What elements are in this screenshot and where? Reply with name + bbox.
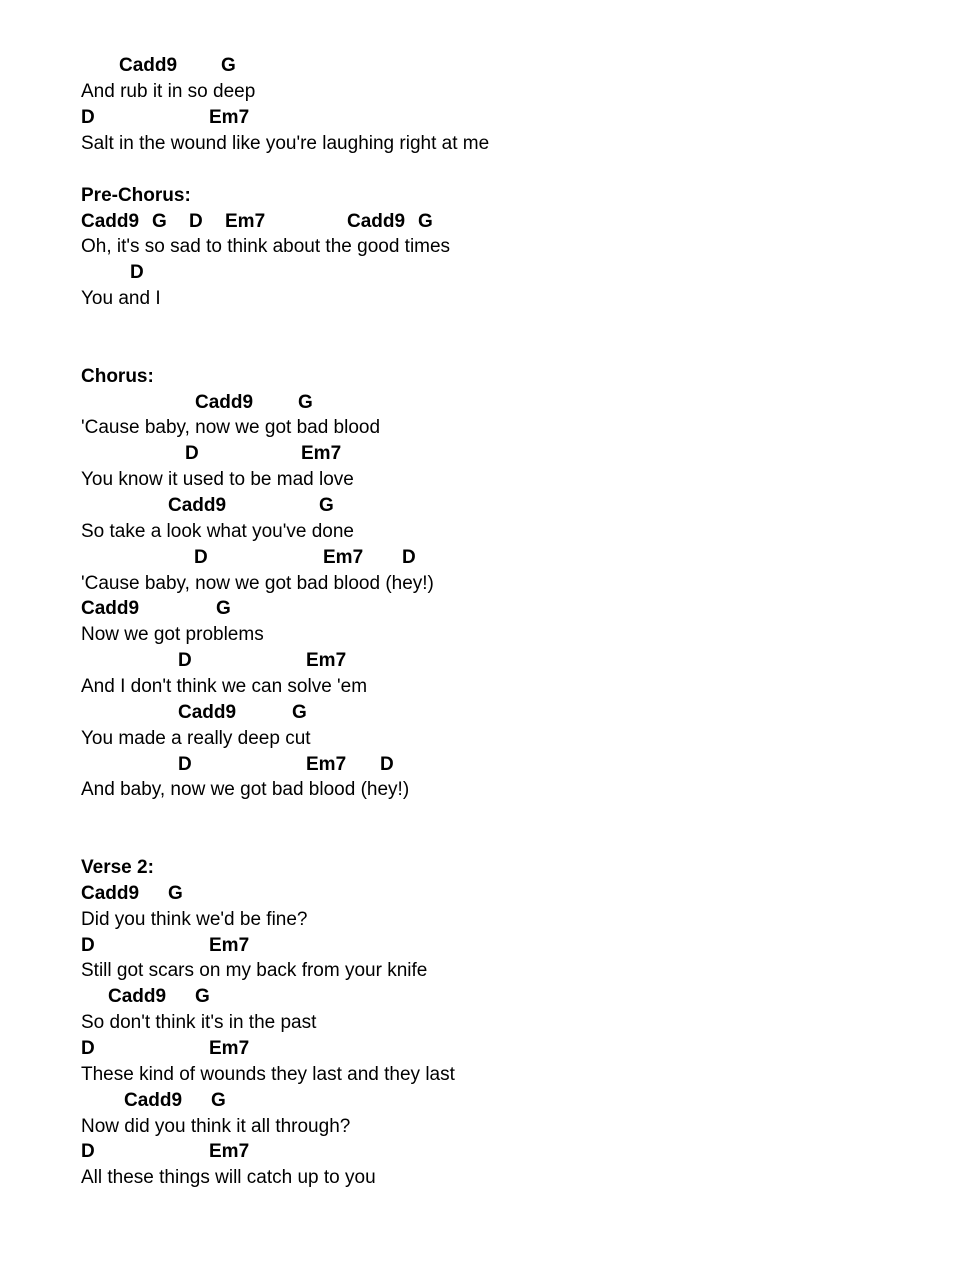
lyric-line: Did you think we'd be fine? [81, 909, 308, 930]
chord: Cadd9 [81, 883, 140, 904]
lyric-line: Now did you think it all through? [81, 1116, 351, 1137]
lyric-line: Salt in the wound like you're laughing right at me [81, 133, 490, 154]
section-heading: Chorus: [81, 366, 154, 387]
chord: D [81, 1141, 95, 1162]
chord: Em7 [323, 547, 364, 568]
chord: D [194, 547, 208, 568]
chord: Cadd9 [108, 986, 167, 1007]
lyric-line: You know it used to be mad love [81, 469, 354, 490]
section-heading: Pre-Chorus: [81, 185, 191, 206]
chord-line [81, 55, 681, 77]
chord: Em7 [301, 443, 342, 464]
chord: D [178, 650, 192, 671]
lyric-line: You made a really deep cut [81, 728, 311, 749]
lyric-line: You and I [81, 288, 161, 309]
chord-line [81, 702, 681, 724]
chord: Cadd9 [124, 1090, 183, 1111]
chord-line [81, 443, 681, 465]
chord-line [81, 392, 681, 414]
chord-line [81, 211, 681, 233]
chord: G [292, 702, 307, 723]
chord: G [221, 55, 236, 76]
chord: G [168, 883, 183, 904]
chord-line [81, 1090, 681, 1112]
chord: G [152, 211, 167, 232]
lyric-line: So take a look what you've done [81, 521, 354, 542]
lyric-line: 'Cause baby, now we got bad blood (hey!) [81, 573, 434, 594]
lyric-line: Oh, it's so sad to think about the good times [81, 236, 451, 257]
chord-line [81, 650, 681, 672]
lyric-line: And baby, now we got bad blood (hey!) [81, 779, 410, 800]
chord-line [81, 598, 681, 620]
chord: Em7 [209, 1038, 250, 1059]
lyric-line: All these things will catch up to you [81, 1167, 376, 1188]
lyric-line: These kind of wounds they last and they last [81, 1064, 455, 1085]
chord-line [81, 262, 681, 284]
chord: Cadd9 [119, 55, 178, 76]
chord: D [81, 107, 95, 128]
chord: D [402, 547, 416, 568]
chord-line [81, 495, 681, 517]
chord: D [185, 443, 199, 464]
chord: Cadd9 [168, 495, 227, 516]
chord-line [81, 986, 681, 1008]
chord: G [319, 495, 334, 516]
chord: D [380, 754, 394, 775]
chord-line [81, 883, 681, 905]
chord: D [130, 262, 144, 283]
chord: Em7 [209, 935, 250, 956]
chord: D [178, 754, 192, 775]
chord: G [418, 211, 433, 232]
chord-line [81, 1141, 681, 1163]
lyric-line: So don't think it's in the past [81, 1012, 317, 1033]
chord-line [81, 547, 681, 569]
chord-line [81, 754, 681, 776]
chord: Cadd9 [347, 211, 406, 232]
chord: G [298, 392, 313, 413]
chord: Cadd9 [81, 598, 140, 619]
chord: G [211, 1090, 226, 1111]
chord: Cadd9 [178, 702, 237, 723]
chord: Cadd9 [195, 392, 254, 413]
chord-line [81, 107, 681, 129]
chord: Em7 [306, 650, 347, 671]
chord: D [81, 1038, 95, 1059]
section-heading: Verse 2: [81, 857, 154, 878]
chord: Em7 [306, 754, 347, 775]
chord-line [81, 935, 681, 957]
chord-line [81, 1038, 681, 1060]
chord: Em7 [225, 211, 266, 232]
chord: D [81, 935, 95, 956]
lyric-line: And rub it in so deep [81, 81, 256, 102]
lyric-line: Now we got problems [81, 624, 264, 645]
chord: G [195, 986, 210, 1007]
chord: Em7 [209, 1141, 250, 1162]
lyric-line: 'Cause baby, now we got bad blood [81, 417, 381, 438]
chord: G [216, 598, 231, 619]
chord: D [189, 211, 203, 232]
chord: Em7 [209, 107, 250, 128]
chord: Cadd9 [81, 211, 140, 232]
lyric-line: Still got scars on my back from your knife [81, 960, 428, 981]
lyric-line: And I don't think we can solve 'em [81, 676, 368, 697]
